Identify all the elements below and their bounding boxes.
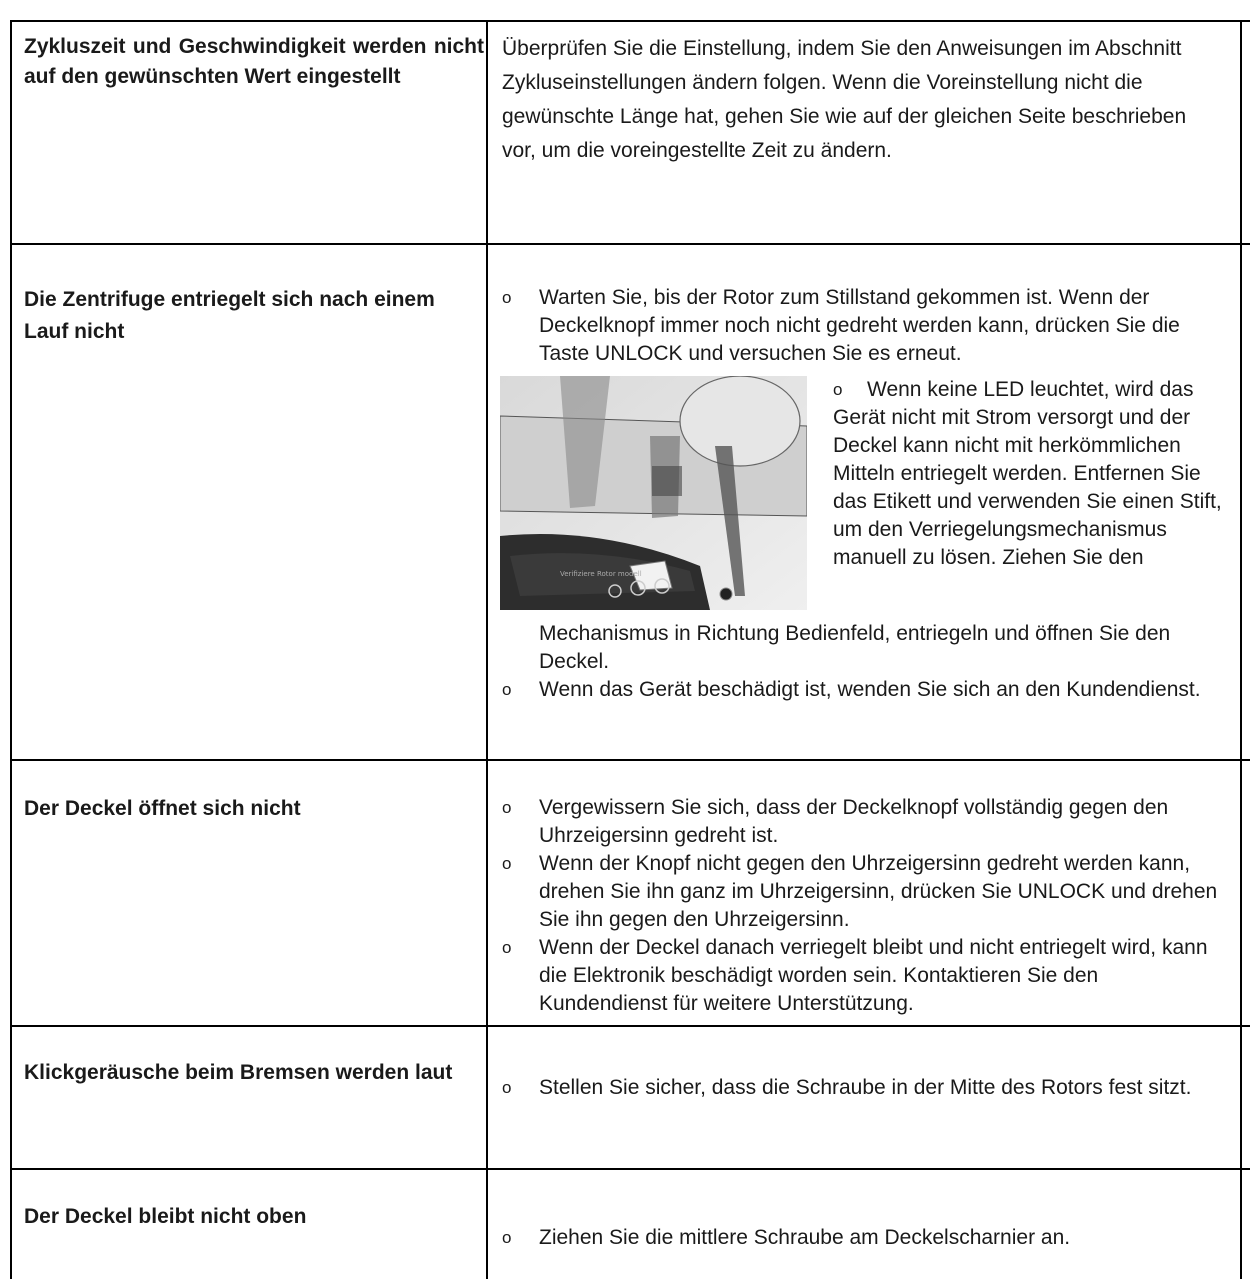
bullet-text-wrapped: Wenn keine LED leuchtet, wird das Gerät nicht mit Strom versorgt und der Deckel kann nicht mit herkömmlichen Mitteln entriegelt werden. Entfernen Sie das Etikett und verwenden Sie einen Stift, um den Verriegelungsmechanismus manuell zu lösen. Ziehen Sie den — [833, 378, 1222, 569]
list-item — [833, 376, 1228, 616]
list-item — [502, 676, 1222, 736]
table-border-right — [1240, 20, 1242, 1279]
problem-cell: Zykluszeit und Geschwindigkeit werden nicht auf den gewünschten Wert eingestellt — [24, 35, 484, 88]
problem-cell: Klickgeräusche beim Bremsen werden laut — [24, 1061, 453, 1084]
bullet-text: Wenn der Knopf nicht gegen den Uhrzeigersinn gedreht werden kann, drehen Sie ihn ganz im Uhrzeigersinn, drücken Sie UNLOCK und drehen Sie ihn gegen den Uhrzeigersinn. — [539, 852, 1218, 931]
problem-cell: Der Deckel öffnet sich nicht — [24, 797, 301, 820]
bullet-marker: o — [502, 1228, 512, 1247]
troubleshooting-table: Zykluszeit und Geschwindigkeit werden nicht auf den gewünschten Wert eingestellt Überprüfen Sie die Einstellung, indem Sie den Anweisungen im Abschnitt Zykluseinstellungen ändern folgen. Wenn die Voreinstellung nicht die gewünschte Länge hat, gehen Sie wie auf der gleichen Seite beschrieben vor, um die voreingestellte Zeit zu ändern. Die Zentrifuge entriegelt sich nach einem Lauf nicht o Warten Sie, bis der Rotor zum Stillstand gekommen ist. Wenn der Deckelknopf immer noch nicht gedreht werden kann, drücken Sie die Taste UNLOCK und versuchen Sie es erneut. Verifiziere Rotor modell o Wenn keine LED leuchtet, wird das Gerät nicht mit Strom versorgt und der Deckel kann nicht mit herkömmlichen Mitteln entriegelt werden. Entfernen Sie das Etikett und verwenden Sie einen Stift, um den Verriegelungsmechanismus manuell zu lösen. Ziehen Sie den Mechanismus in Richtung Bedienfeld, entriegeln und öffnen Sie den Deckel. o Wenn das Gerät beschädigt ist, wenden Sie sich an den Kundendienst. Der Deckel öffnet sich nicht o Vergewissern Sie sich, dass der Deckelknopf vollständig gegen den Uhrzeigersinn gedreht ist. o Wenn der Knopf nicht gegen den Uhrzeigersinn gedreht werden kann, drehen Sie ihn ganz im Uhrzeigersinn, drücken Sie UNLOCK und drehen Sie ihn gegen den Uhrzeigersinn. o Wenn der Deckel danach verriegelt bleibt und nicht entriegelt wird, kann die Elektronik beschädigt worden sein. Kontaktieren Sie den Kundendienst für weitere Unterstützung. Klickgeräusche beim Bremsen werden laut o Stellen Sie sicher, dass die Schraube in der Mitte des Rotors fest sitzt. Der Deckel bleibt nicht oben o Ziehen Sie die mittlere Schraube am Deckelscharnier an. — [10, 20, 1250, 1279]
row-divider — [10, 243, 1250, 245]
bullet-text: Warten Sie, bis der Rotor zum Stillstand gekommen ist. Wenn der Deckelknopf immer noch nicht gedreht werden kann, drücken Sie die Taste UNLOCK und versuchen Sie es erneut. — [539, 286, 1180, 365]
bullet-text: Vergewissern Sie sich, dass der Deckelknopf vollständig gegen den Uhrzeigersinn gedreht ist. — [539, 796, 1169, 847]
column-divider — [486, 20, 488, 1279]
problem-cell: Der Deckel bleibt nicht oben — [24, 1205, 307, 1228]
bullet-text: Wenn das Gerät beschädigt ist, wenden Sie sich an den Kundendienst. — [539, 678, 1201, 701]
list-item — [502, 284, 1222, 368]
bullet-marker: o — [502, 288, 512, 307]
problem-cell: Die Zentrifuge entriegelt sich nach einem Lauf nicht — [24, 288, 435, 343]
photo-label: Verifiziere Rotor modell — [560, 570, 642, 578]
bullet-text: Stellen Sie sicher, dass die Schraube in der Mitte des Rotors fest sitzt. — [539, 1076, 1192, 1099]
bullet-marker: o — [502, 854, 512, 873]
row-divider — [10, 759, 1250, 761]
bullet-marker: o — [502, 680, 512, 699]
bullet-marker: o — [833, 380, 843, 399]
row-divider — [10, 1168, 1250, 1170]
bullet-text: Wenn der Deckel danach verriegelt bleibt und nicht entriegelt wird, kann die Elektronik beschädigt worden sein. Kontaktieren Sie den Kundendienst für weitere Unterstützung. — [539, 936, 1208, 1015]
bullet-marker: o — [502, 798, 512, 817]
bullet-marker: o — [502, 1078, 512, 1097]
table-border-top — [10, 20, 1250, 22]
table-border-left — [10, 20, 12, 1279]
row-divider — [10, 1025, 1250, 1027]
bullet-marker: o — [502, 938, 512, 957]
bullet-text: Ziehen Sie die mittlere Schraube am Deckelscharnier an. — [539, 1226, 1071, 1249]
centrifuge-lock-photo — [500, 376, 807, 610]
solution-cell: Überprüfen Sie die Einstellung, indem Sie den Anweisungen im Abschnitt Zykluseinstellungen ändern folgen. Wenn die Voreinstellung nicht die gewünschte Länge hat, gehen Sie wie auf der gleichen Seite beschrieben vor, um die voreingestellte Zeit zu ändern. — [502, 37, 1187, 162]
